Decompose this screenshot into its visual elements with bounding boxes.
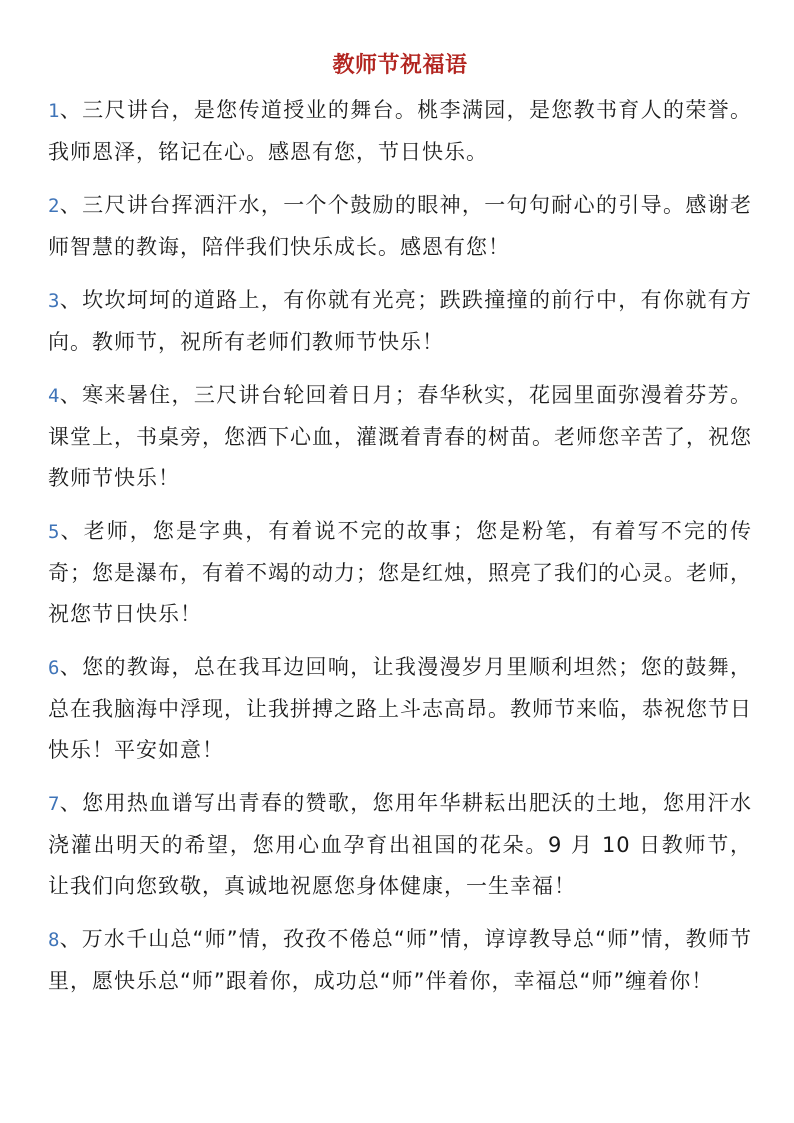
item-number: 2 <box>48 195 60 217</box>
greeting-item-2: 2、三尺讲台挥洒汗水，一个个鼓励的眼神，一句句耐心的引导。感谢老师智慧的教诲，陪伴我们快乐成长。感恩有您！ <box>48 193 753 259</box>
greeting-item-3: 3、坎坎坷坷的道路上，有你就有光亮；跌跌撞撞的前行中，有你就有方向。教师节，祝所有老师们教师节快乐！ <box>48 288 753 354</box>
item-text: 三尺讲台挥洒汗水，一个个鼓励的眼神，一句句耐心的引导。感谢老师智慧的教诲，陪伴我们快乐成长。感恩有您！ <box>48 193 753 259</box>
greeting-item-8: 8、万水千山总“师”情，孜孜不倦总“师”情，谆谆教导总“师”情，教师节里，愿快乐总“师”跟着你，成功总“师”伴着你，幸福总“师”缠着你！ <box>48 927 752 993</box>
item-number: 7 <box>48 793 60 815</box>
document-title: 教师节祝福语 <box>332 53 468 78</box>
item-text: 坎坎坷坷的道路上，有你就有光亮；跌跌撞撞的前行中，有你就有方向。教师节，祝所有老师们教师节快乐！ <box>48 288 753 354</box>
item-text: 您的教诲，总在我耳边回响，让我漫漫岁月里顺利坦然；您的鼓舞，总在我脑海中浮现，让我拼搏之路上斗志高昂。教师节来临，恭祝您节日快乐！平安如意！ <box>48 655 753 762</box>
item-text: 三尺讲台，是您传道授业的舞台。桃李满园，是您教书育人的荣誉。我师恩泽，铭记在心。感恩有您，节日快乐。 <box>48 98 753 164</box>
item-text: 万水千山总“师”情，孜孜不倦总“师”情，谆谆教导总“师”情，教师节里，愿快乐总“师”跟着你，成功总“师”伴着你，幸福总“师”缠着你！ <box>48 927 752 993</box>
greeting-item-6: 6、您的教诲，总在我耳边回响，让我漫漫岁月里顺利坦然；您的鼓舞，总在我脑海中浮现，让我拼搏之路上斗志高昂。教师节来临，恭祝您节日快乐！平安如意！ <box>48 655 753 762</box>
item-number: 1 <box>48 100 60 122</box>
greeting-item-1: 1、三尺讲台，是您传道授业的舞台。桃李满园，是您教书育人的荣誉。我师恩泽，铭记在心。感恩有您，节日快乐。 <box>48 98 753 164</box>
greeting-item-5: 5、老师，您是字典，有着说不完的故事；您是粉笔，有着写不完的传奇；您是瀑布，有着不竭的动力；您是红烛，照亮了我们的心灵。老师，祝您节日快乐！ <box>48 519 752 626</box>
greeting-item-7: 7、您用热血谱写出青春的赞歌，您用年华耕耘出肥沃的土地，您用汗水浇灌出明天的希望，您用心血孕育出祖国的花朵。9 月 10 日教师节，让我们向您致敬，真诚地祝愿您身体健康，一生幸福！ <box>48 791 753 898</box>
item-text: 老师，您是字典，有着说不完的故事；您是粉笔，有着写不完的传奇；您是瀑布，有着不竭的动力；您是红烛，照亮了我们的心灵。老师，祝您节日快乐！ <box>48 519 752 626</box>
item-text: 寒来暑住，三尺讲台轮回着日月；春华秋实，花园里面弥漫着芬芳。课堂上，书桌旁，您洒下心血，灌溉着青春的树苗。老师您辛苦了，祝您教师节快乐！ <box>48 383 753 490</box>
item-number: 4 <box>48 385 60 407</box>
item-text: 您用热血谱写出青春的赞歌，您用年华耕耘出肥沃的土地，您用汗水浇灌出明天的希望，您用心血孕育出祖国的花朵。9 月 10 日教师节，让我们向您致敬，真诚地祝愿您身体健康，一生幸福！ <box>48 791 753 898</box>
item-number: 6 <box>48 657 60 679</box>
item-number: 3 <box>48 290 60 312</box>
item-number: 5 <box>48 521 60 543</box>
greeting-item-4: 4、寒来暑住，三尺讲台轮回着日月；春华秋实，花园里面弥漫着芬芳。课堂上，书桌旁，您洒下心血，灌溉着青春的树苗。老师您辛苦了，祝您教师节快乐！ <box>48 383 753 490</box>
item-number: 8 <box>48 929 60 951</box>
